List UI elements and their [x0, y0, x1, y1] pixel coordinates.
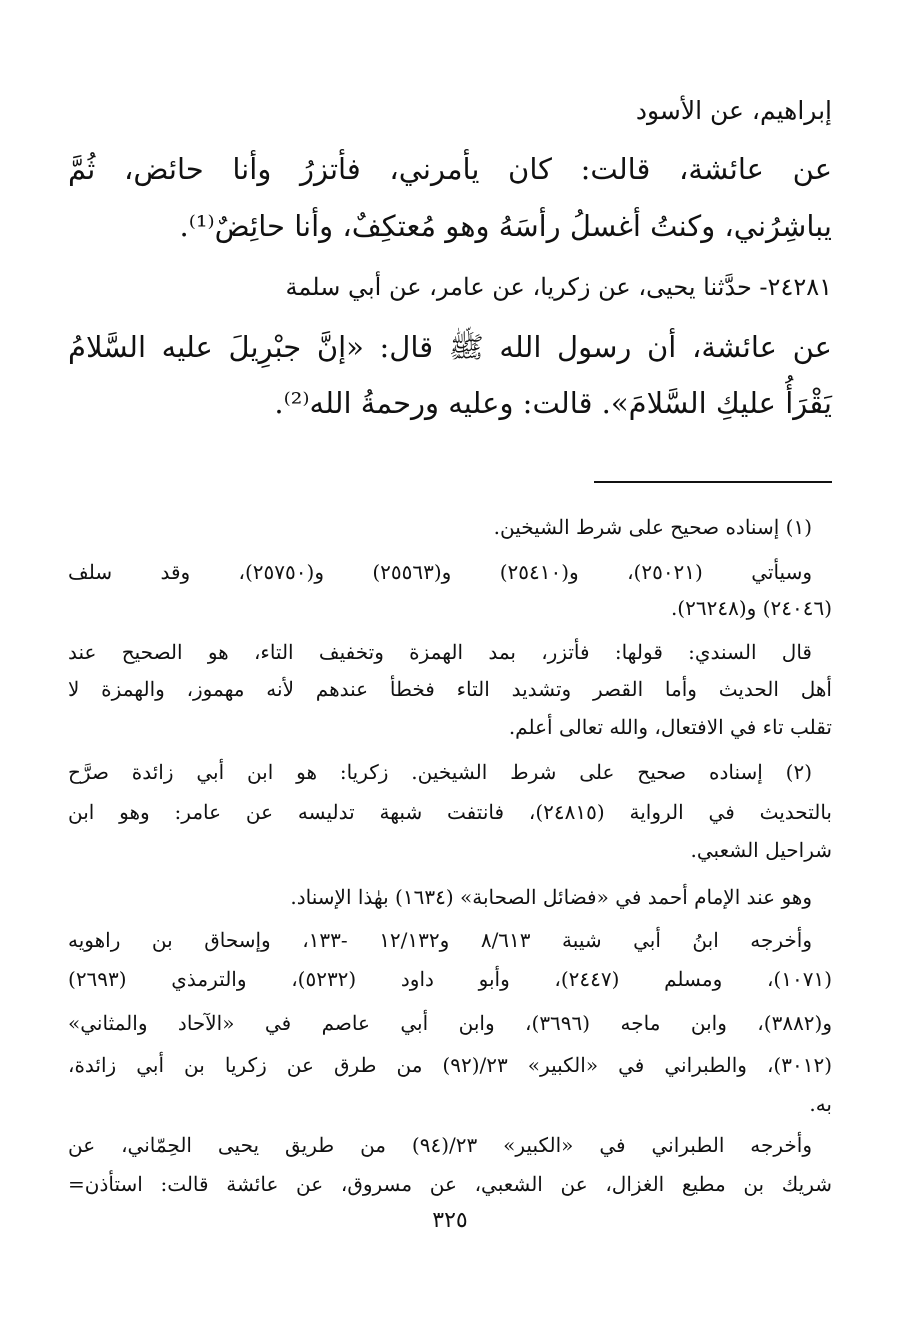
page-header: إبراهيم، عن الأسود	[635, 96, 832, 125]
footnote-line: وأخرجه الطبراني في «الكبير» ٢٣/(٩٤) من طريق يحيى الحِمّاني، عن	[68, 1133, 812, 1157]
footnote-line: وهو عند الإمام أحمد في «فضائل الصحابة» (١٦٣٤) بهٰذا الإسناد.	[290, 885, 812, 909]
footnote-line: قال السندي: قولها: فأتزر، بمد الهمزة وتخفيف التاء، هو الصحيح عند	[68, 640, 812, 664]
footnote-line: وأخرجه ابنُ أبي شيبة ٨/٦١٣ و١٢/١٣٢ -١٣٣، وإسحاق بن راهويه	[68, 928, 812, 952]
footnote-line: و(٣٨٨٢)، وابن ماجه (٣٦٩٦)، وابن أبي عاصم في «الآحاد والمثاني»	[68, 1011, 833, 1035]
footnote-line: تقلب تاء في الافتعال، والله تعالى أعلم.	[508, 715, 832, 739]
footnote-separator	[594, 481, 832, 483]
hadith-line-4: يَقْرَأُ عليكِ السَّلامَ». قالت: وعليه ورحمةُ الله⁽²⁾.	[274, 386, 832, 420]
footnote-line: شراحيل الشعبي.	[690, 838, 832, 862]
footnote-line: به.	[809, 1092, 832, 1116]
footnote-line: شريك بن مطيع الغزال، عن الشعبي، عن مسروق، عن عائشة قالت: استأذن=	[68, 1172, 833, 1196]
footnote-line: بالتحديث في الرواية (٢٤٨١٥)، فانتفت شبهة تدليسه عن عامر: وهو ابن	[68, 800, 832, 824]
hadith-number-line: ٢٤٢٨١- حدَّثنا يحيى، عن زكريا، عن عامر، عن أبي سلمة	[285, 273, 832, 301]
footnote-line: أهل الحديث وأما القصر وتشديد التاء فخطأ عندهم لأنه مهموز، والهمزة لا	[68, 677, 832, 701]
hadith-line-2: يباشِرُني، وكنتُ أغسلُ رأسَهُ وهو مُعتكِفٌ، وأنا حائِضٌ⁽¹⁾.	[179, 209, 832, 243]
footnote-line: (١) إسناده صحيح على شرط الشيخين.	[493, 515, 812, 539]
page-number: ٣٢٥	[432, 1208, 468, 1233]
hadith-line-3: عن عائشة، أن رسول الله ﷺ قال: «إنَّ جبْرِيلَ عليه السَّلامُ	[68, 330, 832, 364]
footnote-line: (٢٤٠٤٦) و(٢٦٢٤٨).	[670, 596, 832, 620]
hadith-line-1: عن عائشة، قالت: كان يأمرني، فأتزرُ وأنا حائض، ثُمَّ	[68, 152, 832, 186]
footnote-line: (٣٠١٢)، والطبراني في «الكبير» ٢٣/(٩٢) من طرق عن زكريا بن أبي زائدة،	[68, 1053, 832, 1077]
footnote-line: (٢) إسناده صحيح على شرط الشيخين. زكريا: هو ابن أبي زائدة صرَّح	[68, 760, 812, 784]
footnote-line: (١٠٧١)، ومسلم (٢٤٤٧)، وأبو داود (٥٢٣٢)، والترمذي (٢٦٩٣)	[68, 967, 832, 991]
footnote-line: وسيأتي (٢٥٠٢١)، و(٢٥٤١٠) و(٢٥٥٦٣) و(٢٥٧٥٠)، وقد سلف	[68, 560, 812, 584]
